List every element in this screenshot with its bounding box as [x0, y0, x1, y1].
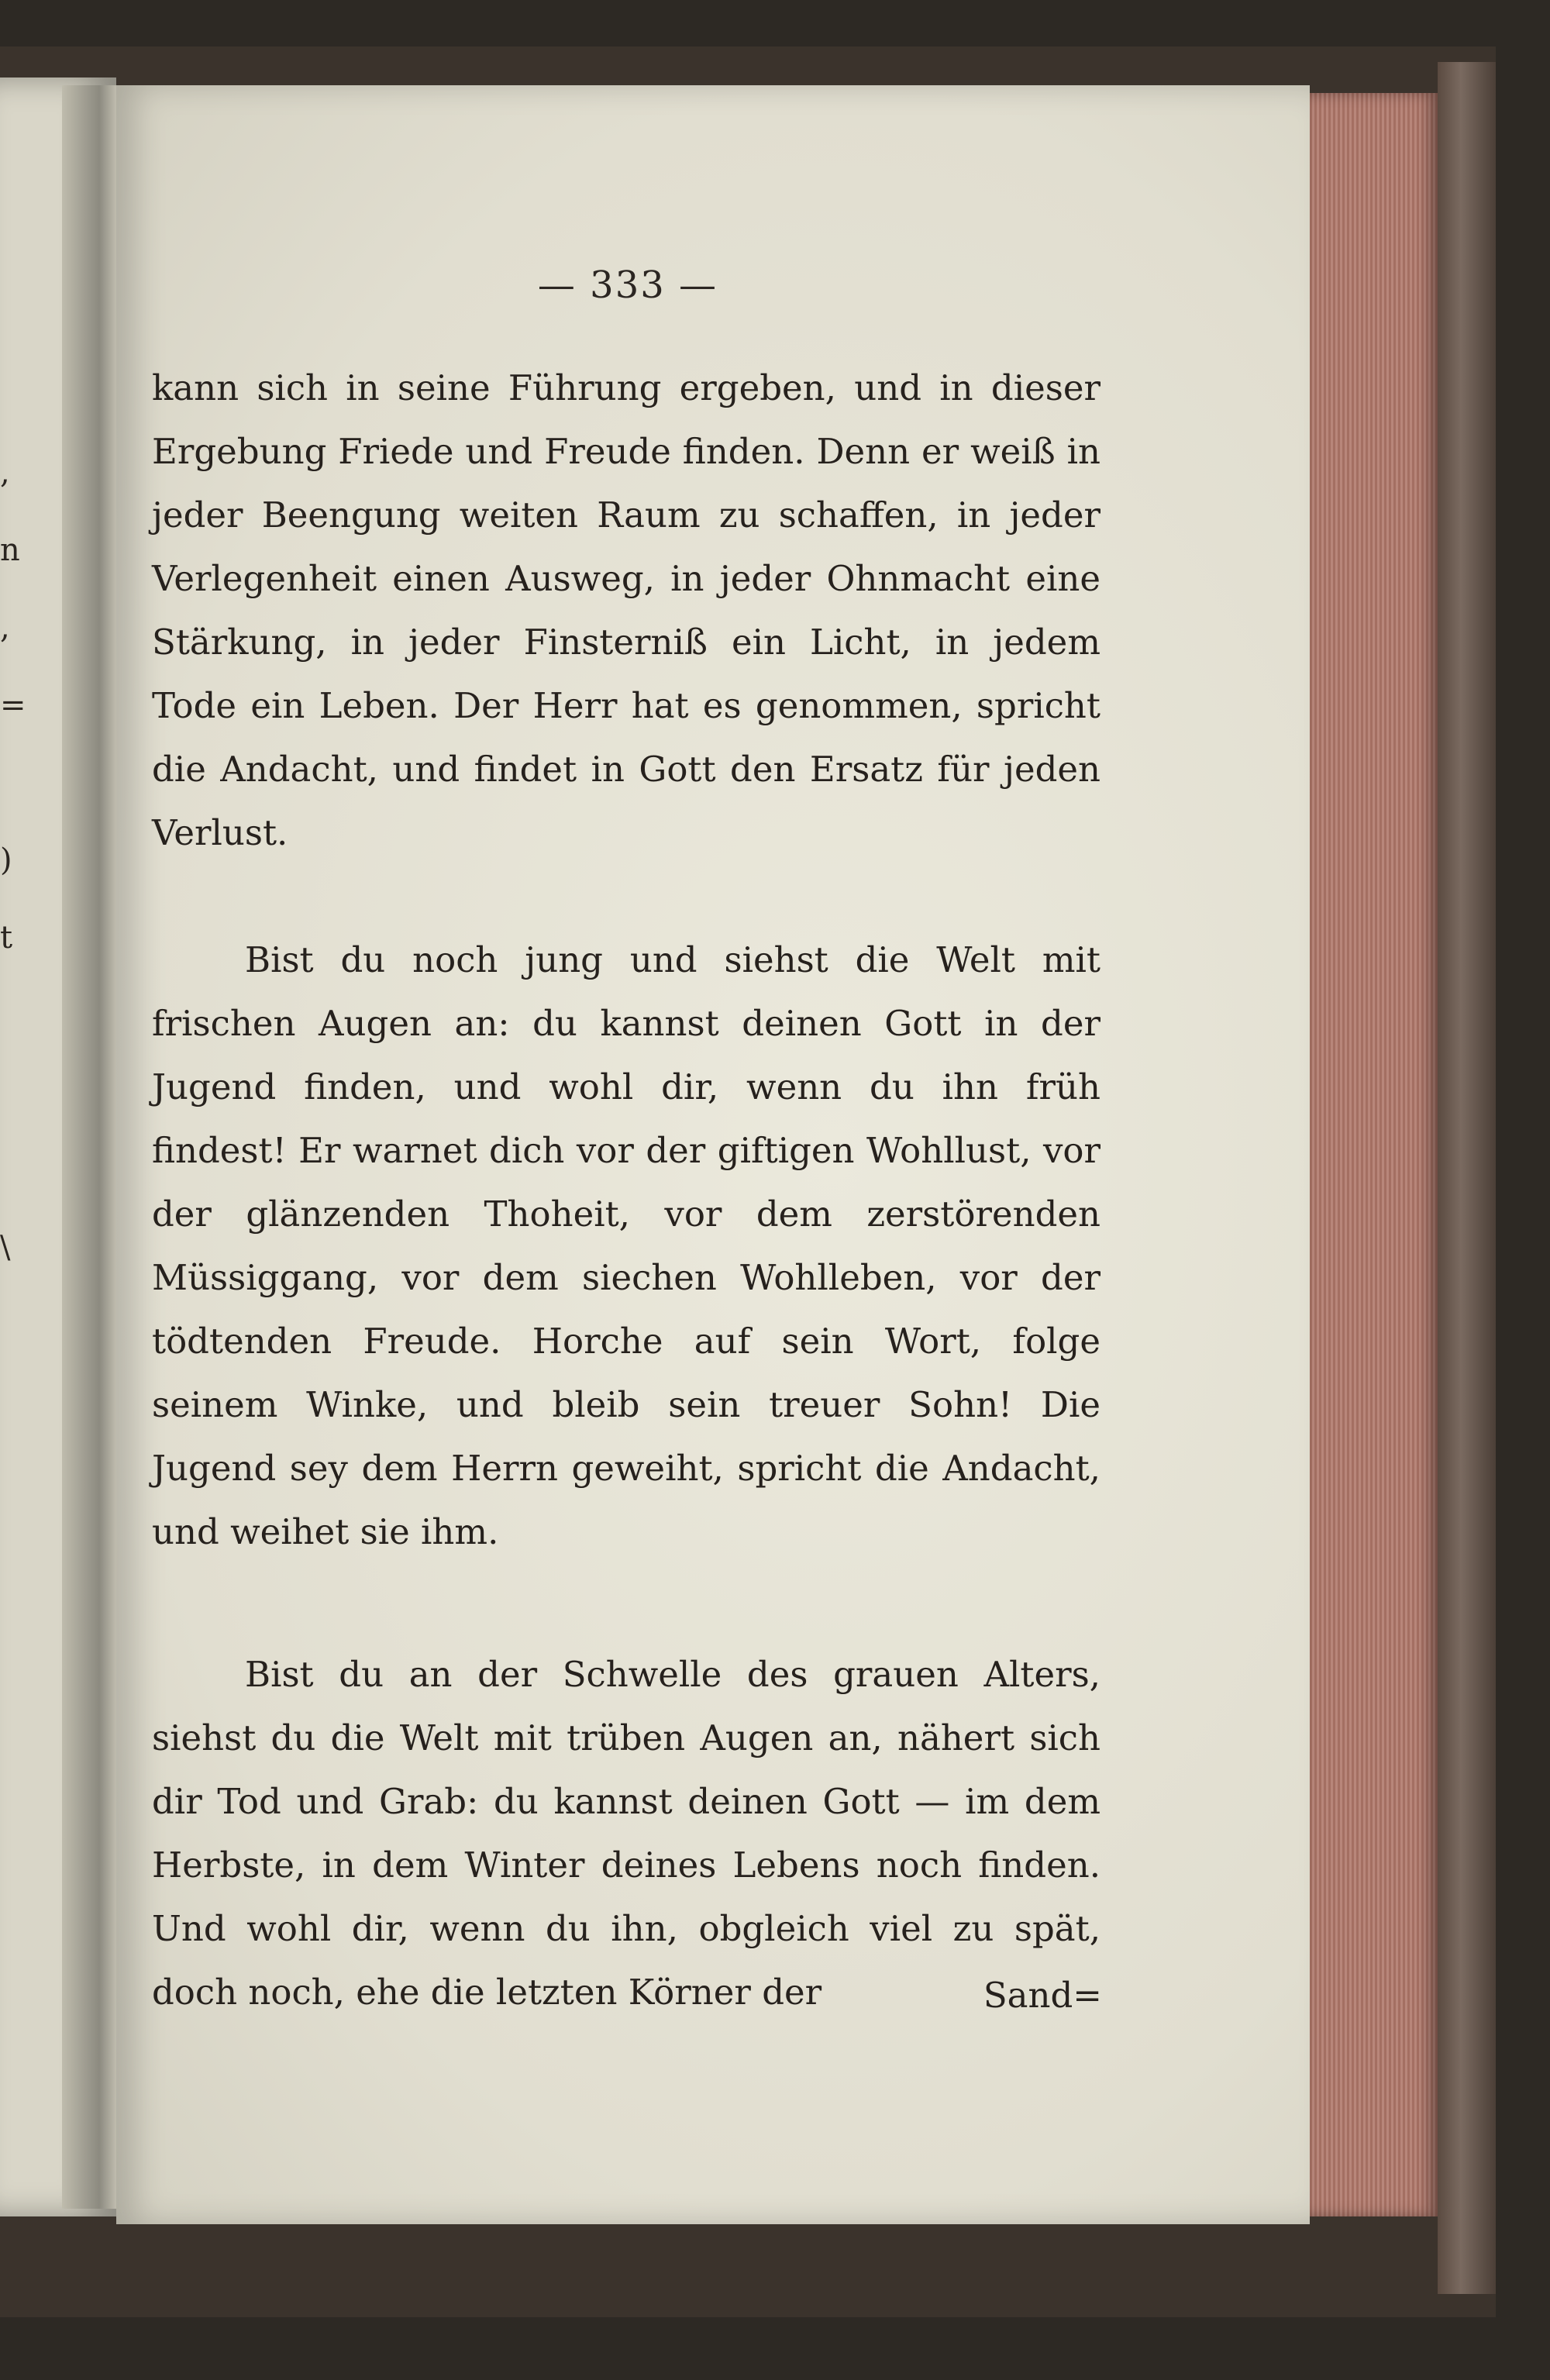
paragraph-text: kann sich in seine Führung ergeben, und in dieser Ergebung Friede und Freude finden. Denn er weiß in jeder Beengung weiten Raum zu schaffen, in jeder Verlegenheit einen Ausweg, in jeder Ohnmacht eine Stärkung, in jeder Finsterniß ein Licht, in jedem Tode ein Leben. Der Herr hat es genommen, spricht die Andacht, und findet in Gott den Ersatz für jeden Verlust. — [152, 367, 1100, 853]
left-edge-char — [0, 1054, 23, 1131]
page-number: — 333 — — [537, 263, 718, 307]
paragraph-text: Bist du noch jung und siehst die Welt mit frischen Augen an: du kannst deinen Gott in der Jugend finden, und wohl dir, wenn du ihn früh findest! Er warnet dich vor der giftigen Wohllust, vor der glänzenden Thoheit, vor dem zerstörenden Müssiggang, vor dem siechen Wohlleben, vor der tödtenden Freude. Horche auf sein Wort, folge seinem Winke, und bleib sein treuer Sohn! Die Jugend sey dem Herrn geweiht, spricht die Andacht, und weihet sie ihm. — [152, 939, 1100, 1552]
book-gutter — [62, 85, 124, 2209]
left-edge-char: \ — [0, 1230, 11, 1266]
left-edge-char: , — [0, 610, 10, 646]
left-edge-char: , — [0, 455, 10, 491]
left-edge-char: = — [0, 687, 26, 723]
book-cover-edge — [1438, 62, 1496, 2294]
left-edge-char: t — [0, 920, 13, 956]
left-edge-char: n — [0, 532, 20, 568]
paragraph — [152, 356, 1100, 865]
left-edge-char — [0, 1131, 23, 1209]
page-block-edge — [1310, 93, 1438, 2216]
left-edge-char — [0, 744, 23, 821]
paragraph-text: Bist du an der Schwelle des grauen Alters, siehst du die Welt mit trüben Augen an, nähert sich dir Tod und Grab: du kannst deinen Gott — im dem Herbste, in dem Winter deines Lebens noch finden. Und wohl dir, wenn du ihn, obgleich viel zu spät, doch noch, ehe die letzten Körner der — [152, 1654, 1100, 2013]
paragraph — [152, 1643, 1100, 2024]
left-page-margin-text — [0, 434, 26, 1266]
paragraph — [152, 928, 1100, 1564]
left-edge-char: ) — [0, 842, 12, 878]
page-text — [152, 356, 1100, 2024]
left-edge-char — [0, 976, 23, 1054]
catchword: Sand= — [983, 1975, 1102, 2016]
